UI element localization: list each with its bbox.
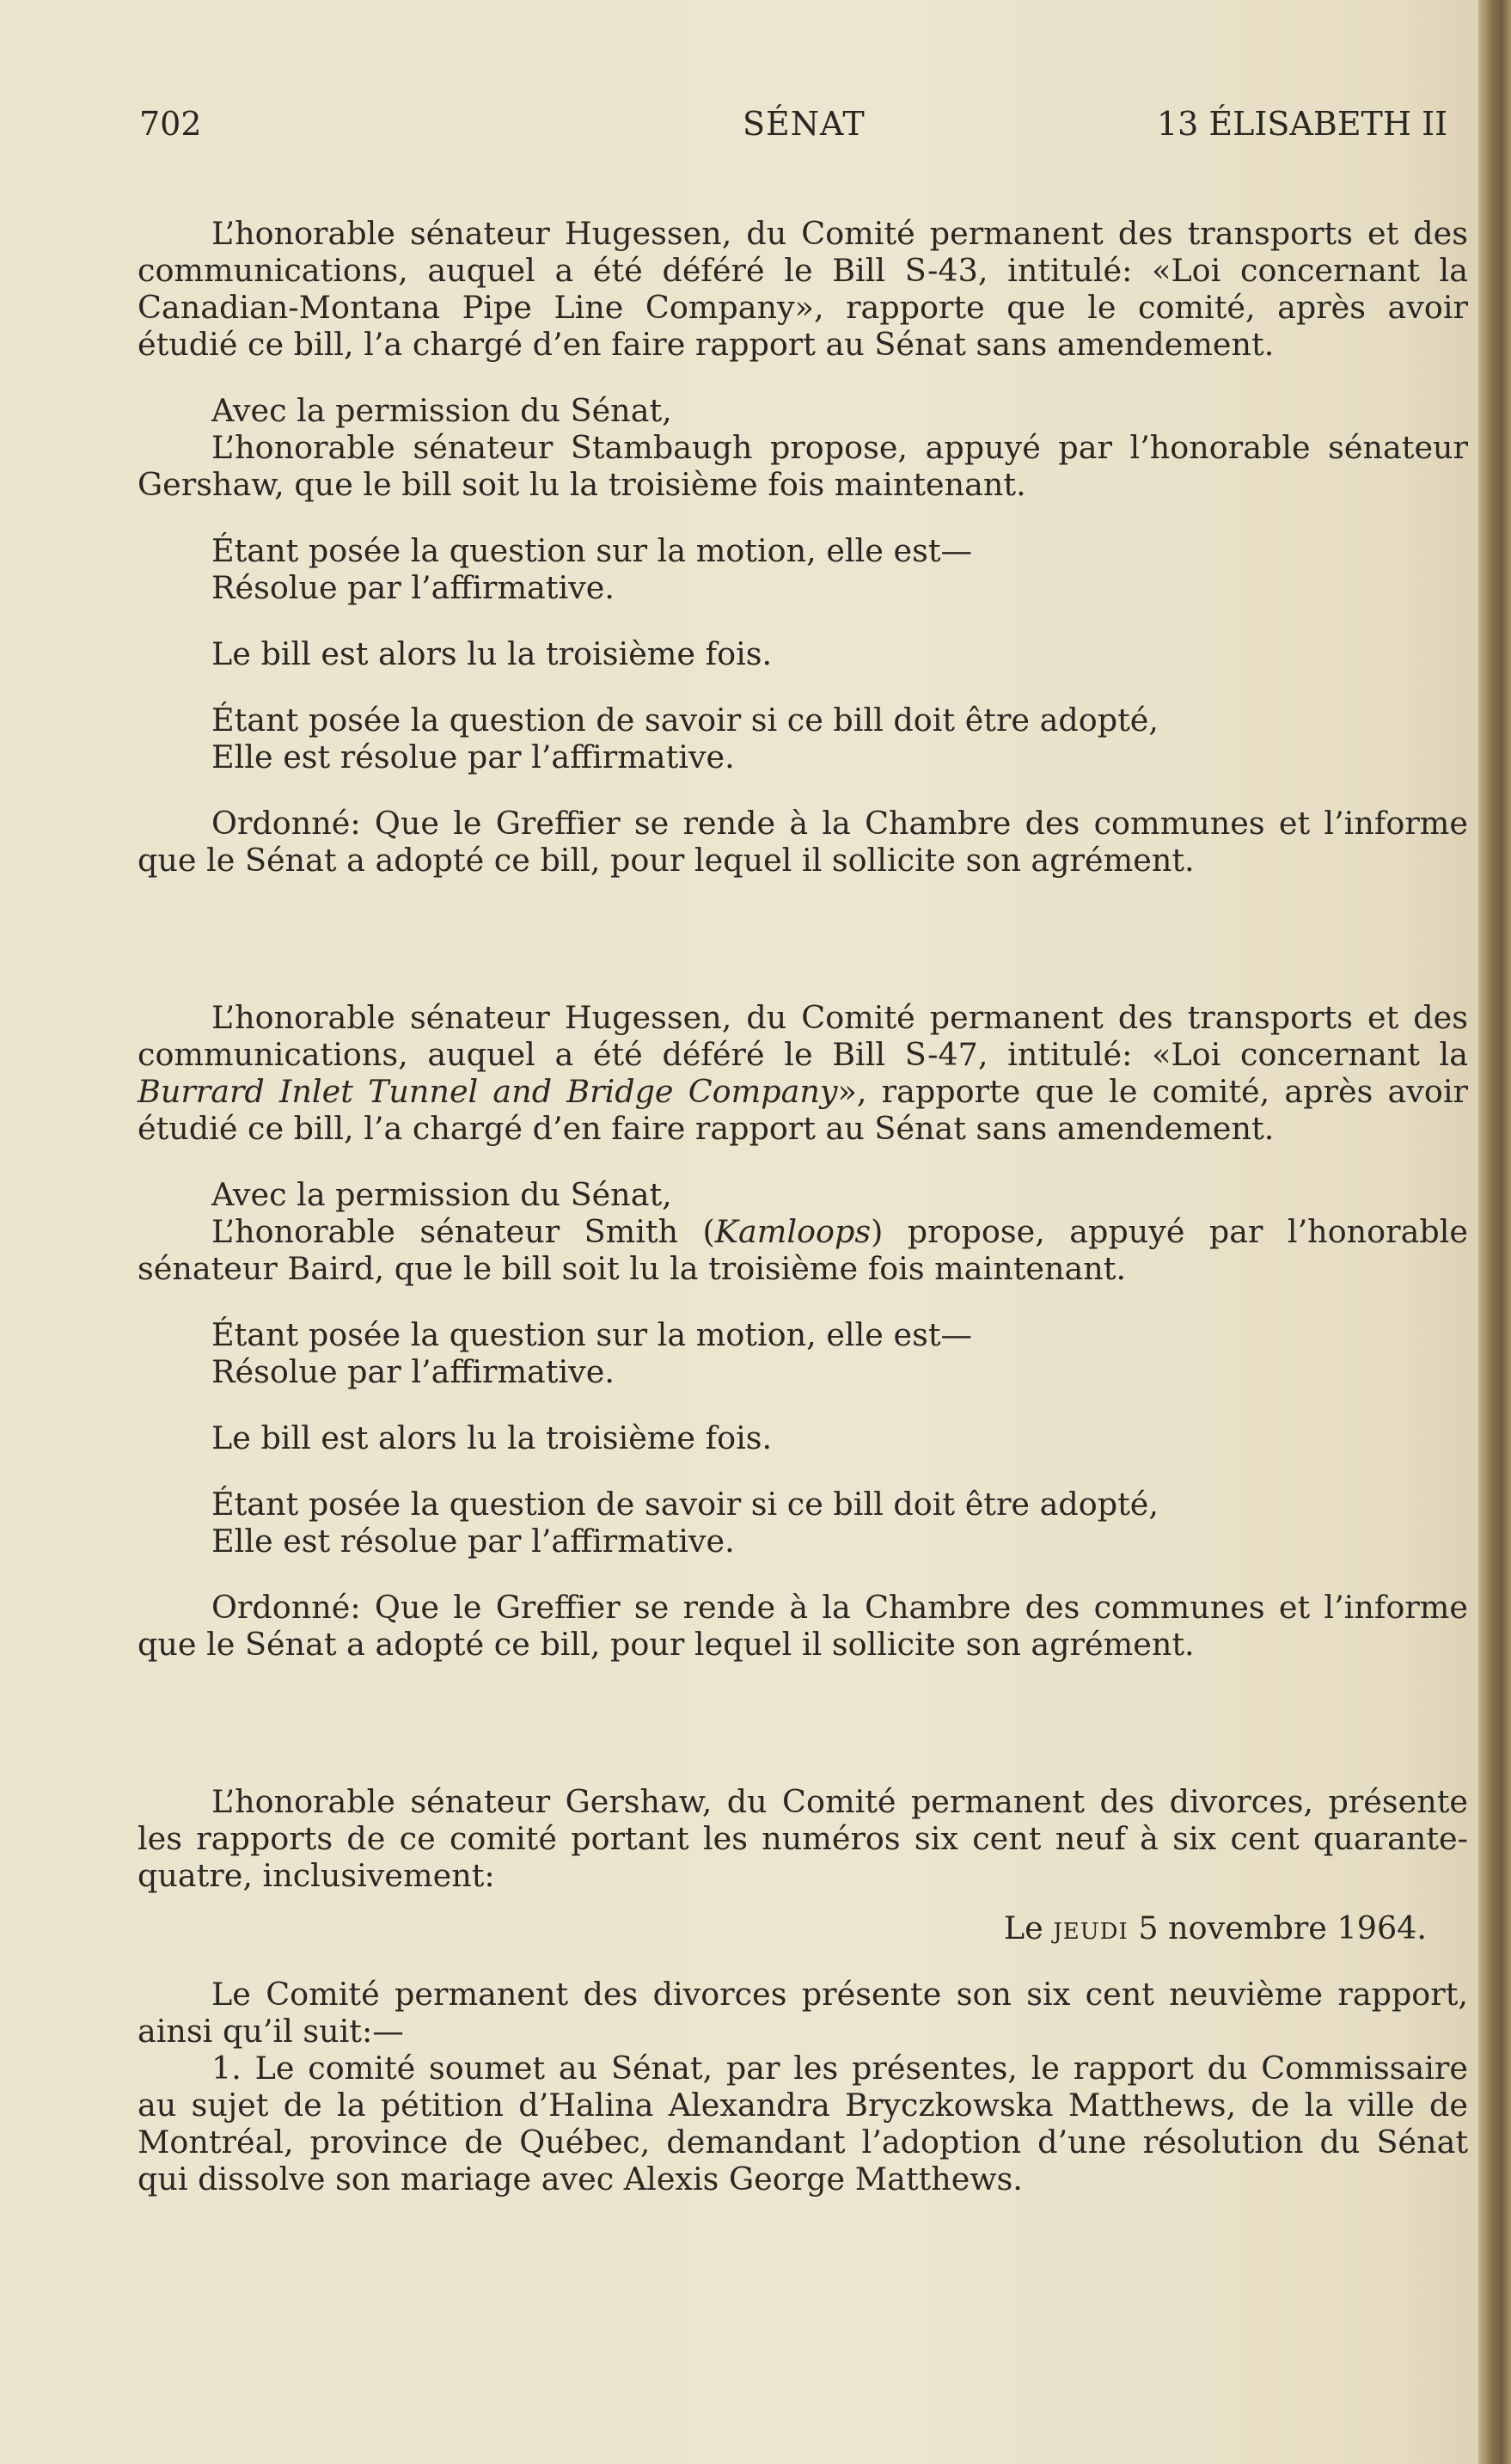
running-title: SÉNAT [743,105,866,143]
s3-item-1: 1. Le comité soumet au Sénat, par les présentes, le rapport du Commissaire au sujet de la pétition d’Halina Alexandra Bryczkowska Matthews, de la ville de Montréal, province de Québec, demandant l’adoption d’une résolution du Sénat qui dissolve son mariage avec Alexis George Matthews. [138,2050,1468,2197]
page-body [138,215,1468,2197]
s2-third-reading: Le bill est alors lu la troisième fois. [211,1419,773,1456]
s2-motion-suffix: ) propose, appuyé par l’honorable sénateur Baird, que le bill soit lu la troisième fois maintenant. [138,1213,1468,1287]
s2-report-prefix: L’honorable sénateur Hugessen, du Comité permanent des transports et des communications, auquel a été déféré le Bill S-47, intitulé: «Loi concernant la [138,999,1468,1073]
s3-report-intro: Le Comité permanent des divorces présente son six cent neuvième rapport, ainsi qu’il suit:— [138,1976,1468,2050]
s2-question-put: Étant posée la question sur la motion, elle est— [211,1316,972,1353]
s2-resolved-adopt: Elle est résolue par l’affirmative. [211,1523,735,1560]
s2-report [138,999,1468,1147]
s2-ordered: Ordonné: Que le Greffier se rende à la Chambre des communes et l’informe que le Sénat a adopté ce bill, pour lequel il sollicite son agrément. [138,1589,1468,1663]
page-header [0,105,1511,148]
s3-date-rest: 5 novembre 1964. [1128,1909,1427,1946]
s1-question-adopt: Étant posée la question de savoir si ce bill doit être adopté, [211,702,1159,739]
s1-ordered: Ordonné: Que le Greffier se rende à la Chambre des communes et l’informe que le Sénat a adopté ce bill, pour lequel il sollicite son agrément. [138,805,1468,879]
s1-question-put: Étant posée la question sur la motion, elle est— [211,532,972,569]
s1-third-reading: Le bill est alors lu la troisième fois. [211,635,773,672]
s3-date-day: jeudi [1053,1909,1129,1946]
s1-resolved: Résolue par l’affirmative. [211,569,615,606]
s1-resolved-adopt: Elle est résolue par l’affirmative. [211,739,735,775]
s2-motion-prefix: L’honorable sénateur Smith ( [211,1213,715,1250]
s3-date [138,1909,1468,1946]
s1-motion: L’honorable sénateur Stambaugh propose, appuyé par l’honorable sénateur Gershaw, que le bill soit lu la troisième fois maintenant. [138,429,1468,503]
page-number: 702 [139,105,202,143]
s3-date-prefix: Le [1003,1909,1054,1946]
s1-report: L’honorable sénateur Hugessen, du Comité permanent des transports et des communications, auquel a été déféré le Bill S-43, intitulé: «Loi concernant la Canadian-Montana Pipe Line Company», rapporte que le comité, après avoir étudié ce bill, l’a chargé d’en faire rapport au Sénat sans amendement. [138,215,1468,363]
s3-intro: L’honorable sénateur Gershaw, du Comité permanent des divorces, présente les rapports de ce comité portant les numéros six cent neuf à six cent quarante-quatre, inclusivement: [138,1783,1468,1894]
s2-company-name: Burrard Inlet Tunnel and Bridge Company [138,1073,838,1110]
s2-permission: Avec la permission du Sénat, [211,1176,672,1213]
s2-motion [138,1213,1468,1287]
page-edge [1478,0,1511,2464]
regnal-year: 13 ÉLISABETH II [1157,105,1448,143]
s2-motion-place: Kamloops [714,1213,872,1250]
s1-permission: Avec la permission du Sénat, [211,392,672,429]
s2-resolved: Résolue par l’affirmative. [211,1353,615,1390]
s2-question-adopt: Étant posée la question de savoir si ce bill doit être adopté, [211,1486,1159,1523]
s2-report-suffix: », rapporte que le comité, après avoir étudié ce bill, l’a chargé d’en faire rapport au Sénat sans amendement. [138,1073,1469,1147]
